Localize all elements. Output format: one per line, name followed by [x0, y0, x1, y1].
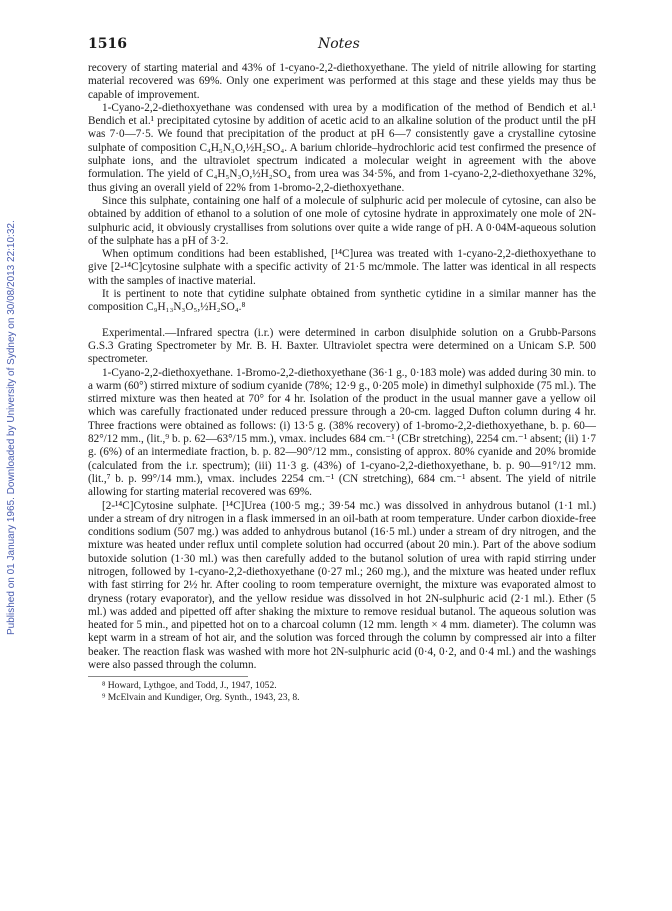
page-number: 1516 — [88, 36, 127, 52]
running-head: Notes — [318, 36, 360, 52]
footnote-divider — [88, 676, 248, 677]
download-notice-text: Published on 01 January 1965. Downloaded by University of Sydney on 30/08/2013 22:10:32. — [6, 220, 17, 635]
paragraph: Since this sulphate, containing one half of a molecule of sulphuric acid per molecule of cytosine, can also be obtained by addition of ethanol to a solution of one mole of cytosine hydrate in approximately one mole of 2N-sulphuric acid, it obviously crystallises from solutions over quite a wide range of pH. A 0·04M-aqueous solution of the sulphate has a pH of 3·2. — [88, 194, 596, 247]
paragraph: recovery of starting material and 43% of 1-cyano-2,2-diethoxyethane. The yield of nitrile allowing for starting material recovered was 69%. Only one experiment was performed at this stage and these yields may thus be capable of improvement. — [88, 62, 596, 101]
paragraph: When optimum conditions had been established, [¹⁴C]urea was treated with 1-cyano-2,2-diethoxyethane to give [2-¹⁴C]cytosine sulphate with a specific activity of 21·5 mc/mmole. The latter was identical in all respects with the samples of inactive material. — [88, 248, 596, 287]
download-notice-sidebar — [6, 185, 20, 635]
experimental-paragraph: 1-Cyano-2,2-diethoxyethane. 1-Bromo-2,2-diethoxyethane (36·1 g., 0·183 mole) was added during 30 min. to a warm (60°) stirred mixture of sodium cyanide (78%; 12·9 g., 0·205 mole) in dimethyl sulphoxide (75 ml.). The stirred mixture was then heated at 70° for 4 hr. Isolation of the product in the usual manner gave a yellow oil which was carefully fractionated under reduced pressure through a 20-cm. lagged Dufton column during 4 hr. Three fractions were obtained as follows: (i) 13·5 g. (38% recovery) of 1-bromo-2,2-diethoxyethane, b. p. 60—82°/12 mm., (lit.,⁹ b. p. 62—63°/15 mm.), νmax. includes 684 cm.⁻¹ (CBr stretching), 2254 cm.⁻¹ absent; (ii) 1·7 g. (6%) of an intermediate fraction, b. p. 82—90°/12 mm., consisting of approx. 80% cyanide and 20% bromide (calculated from the i.r. spectrum); (iii) 11·3 g. (43%) of 1-cyano-2,2-diethoxyethane, b. p. 90—91°/12 mm. (lit.,⁷ b. p. 99°/14 mm.), νmax. includes 2254 cm.⁻¹ (CN stretching), 684 cm.⁻¹ absent. The yield of nitrile allowing for starting material recovered was 69%. — [88, 366, 596, 499]
experimental-paragraph: [2-¹⁴C]Cytosine sulphate. [¹⁴C]Urea (100·5 mg.; 39·54 mc.) was dissolved in anhydrous butanol (1·1 ml.) under a stream of dry nitrogen in a flask immersed in an oil-bath at room temperature. Under carbon dioxide-free conditions sodium (507 mg.) was added to anhydrous butanol (16·5 ml.) under a stream of dry nitrogen, and the mixture was heated under reflux until complete solution had occurred (about 20 min.). Part of the above sodium butoxide solution (1·30 ml.) was then carefully added to the butanol solution of urea with rapid stirring under nitrogen, followed by 1-cyano-2,2-diethoxyethane (0·27 ml.; 260 mg.), and the mixture was heated under reflux with fast stirring for 2½ hr. After cooling to room temperature overnight, the mixture was evaporated almost to dryness (rotary evaporator), and the yellow residue was dissolved in hot 2N-sulphuric acid (2·1 ml.). Ether (5 ml.) was added and pipetted off after shaking the mixture to remove residual butanol. The aqueous solution was heated for 5 min., and pipetted hot on to a charcoal column (12 mm. length × 4 mm. diameter). The column was kept warm in a stream of hot air, and the solution was forced through the column by compressed air into a filter beaker. The reaction flask was washed with more hot 2N-sulphuric acid (0·4, 0·2, and 0·4 ml.) and the washings were also passed through the column. — [88, 499, 596, 672]
experimental-paragraph: Experimental.—Infrared spectra (i.r.) were determined in carbon disulphide solution on a Grubb-Parsons G.S.3 Grating Spectrometer by Mr. B. H. Baxter. Ultraviolet spectra were determined on a Unicam S.P. 500 spectrometer. — [88, 326, 596, 366]
article-body — [88, 62, 596, 704]
paragraph: It is pertinent to note that cytidine sulphate obtained from synthetic cytidine in a similar manner has the composition C₉H₁₃N₃O₅,½H₂SO₄.⁸ — [88, 288, 596, 314]
paragraph: 1-Cyano-2,2-diethoxyethane was condensed with urea by a modification of the method of Bendich et al.¹ Bendich et al.¹ precipitated cytosine by addition of acetic acid to an alkaline solution of the product until the pH was 7·0—7·5. We found that precipitation of the product at pH 6—7 consistently gave a crystalline cytosine sulphate of composition C₄H₅N₃O,½H₂SO₄. A barium chloride–hydrochloric acid test confirmed the presence of sulphate ions, and the ultraviolet spectrum indicated a molecular weight in agreement with the above formulation. The yield of C₄H₅N₃O,½H₂SO₄ from urea was 34·5%, and from 1-cyano-2,2-diethoxyethane 32%, thus giving an overall yield of 22% from 1-bromo-2,2-diethoxyethane. — [88, 101, 596, 194]
footnote: ⁸ Howard, Lythgoe, and Todd, J., 1947, 1052. — [102, 680, 277, 692]
page-header — [88, 36, 596, 56]
footnote: ⁹ McElvain and Kundiger, Org. Synth., 1943, 23, 8. — [102, 692, 300, 704]
